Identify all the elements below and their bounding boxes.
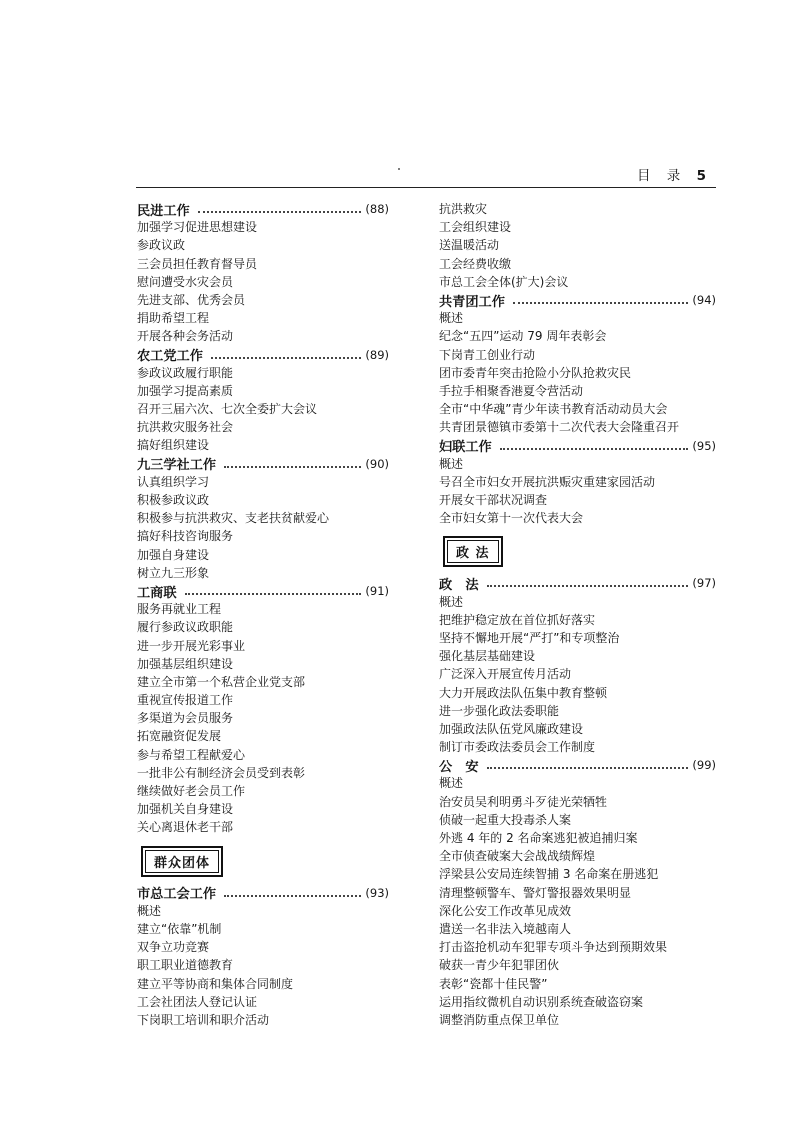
- toc-entry[interactable]: 概述: [439, 456, 464, 471]
- toc-entry[interactable]: 坚持不懈地开展“严打”和专项整治: [439, 630, 620, 645]
- section-title: 工商联: [137, 585, 177, 601]
- toc-section-heading[interactable]: [137, 582, 389, 600]
- toc-entry[interactable]: 纪念“五四”运动 79 周年表彰会: [439, 329, 607, 344]
- toc-entry[interactable]: 继续做好老会员工作: [137, 784, 246, 798]
- dot-leader: [487, 767, 689, 769]
- toc-entry[interactable]: 先进支部、优秀会员: [137, 292, 246, 307]
- dot-leader: [198, 211, 362, 213]
- page-header: [136, 163, 716, 188]
- section-page-number: (90): [365, 456, 389, 471]
- section-title: 市总工会工作: [137, 887, 217, 903]
- toc-entry[interactable]: 概述: [439, 594, 464, 609]
- category-box: [137, 837, 389, 884]
- toc-entry[interactable]: 一批非公有制经济会员受到表彰: [137, 765, 306, 780]
- toc-entry[interactable]: 履行参政议政职能: [137, 620, 234, 635]
- toc-entry[interactable]: 外逃 4 年的 2 名命案逃犯被追捕归案: [439, 831, 638, 845]
- toc-right-column: [439, 200, 716, 1029]
- dot-leader: [224, 466, 361, 468]
- toc-entry[interactable]: 概述: [137, 903, 162, 918]
- toc-entry[interactable]: 职工职业道德教育: [137, 958, 234, 973]
- section-page-number: (88): [365, 202, 389, 217]
- toc-entry[interactable]: 全市妇女第十一次代表大会: [439, 511, 584, 526]
- toc-entry[interactable]: 参与希望工程献爱心: [137, 747, 246, 762]
- dot-leader: [185, 593, 362, 595]
- toc-entry[interactable]: 工会社团法人登记认证: [137, 994, 258, 1009]
- section-page-number: (99): [692, 758, 716, 773]
- toc-entry[interactable]: 服务再就业工程: [137, 602, 222, 617]
- toc-entry[interactable]: 市总工会全体(扩大)会议: [439, 274, 569, 289]
- toc-entry[interactable]: 破获一青少年犯罪团伙: [439, 958, 560, 973]
- section-title: 共青团工作: [439, 294, 505, 310]
- toc-entry[interactable]: 深化公安工作改革见成效: [439, 903, 572, 918]
- toc-entry[interactable]: 送温暖活动: [439, 238, 500, 253]
- category-frame: [141, 846, 223, 877]
- toc-entry[interactable]: 号召全市妇女开展抗洪赈灾重建家园活动: [439, 474, 656, 489]
- toc-entry[interactable]: 参政议政履行职能: [137, 365, 234, 380]
- toc-entry[interactable]: 捐助希望工程: [137, 311, 210, 326]
- toc-section-heading[interactable]: [137, 346, 389, 364]
- toc-section-heading[interactable]: [439, 436, 716, 454]
- toc-entry[interactable]: 强化基层基础建设: [439, 649, 536, 664]
- toc-entry[interactable]: 工会组织建设: [439, 220, 512, 235]
- section-page-number: (95): [692, 438, 716, 453]
- dot-leader: [500, 448, 689, 450]
- toc-section-heading[interactable]: [439, 574, 716, 592]
- section-page-number: (94): [692, 293, 716, 308]
- toc-entry[interactable]: 共青团景德镇市委第十二次代表大会隆重召开: [439, 420, 680, 435]
- toc-entry[interactable]: 加强基层组织建设: [137, 656, 234, 671]
- toc-entry[interactable]: 建立平等协商和集体合同制度: [137, 976, 294, 991]
- toc-entry[interactable]: 认真组织学习: [137, 474, 210, 489]
- toc-entry[interactable]: 把维护稳定放在首位抓好落实: [439, 612, 596, 627]
- toc-entry[interactable]: 参政议政: [137, 238, 186, 253]
- category-label: 群众团体: [145, 850, 219, 873]
- dot-leader: [513, 302, 688, 304]
- toc-entry[interactable]: 清理整顿警车、警灯警报器效果明显: [439, 885, 632, 900]
- header-label: 目 录: [637, 168, 687, 184]
- toc-entry[interactable]: 加强自身建设: [137, 547, 210, 562]
- toc-entry[interactable]: 关心离退休老干部: [137, 820, 234, 835]
- toc-entry[interactable]: 遣送一名非法入境越南人: [439, 921, 572, 936]
- toc-entry[interactable]: 进一步强化政法委职能: [439, 703, 560, 718]
- toc-entry[interactable]: 全市“中华魂”青少年读书教育活动动员大会: [439, 402, 668, 417]
- toc-section-heading[interactable]: [137, 884, 389, 902]
- toc-entry[interactable]: 大力开展政法队伍集中教育整顿: [439, 685, 608, 700]
- toc-entry[interactable]: 团市委青年突击抢险小分队抢救灾民: [439, 365, 632, 380]
- toc-entry[interactable]: 树立九三形象: [137, 565, 210, 580]
- toc-entry[interactable]: 运用指纹微机自动识别系统查破盗窃案: [439, 994, 644, 1009]
- toc-left-column: [137, 200, 389, 1029]
- toc-entry[interactable]: 慰问遭受水灾会员: [137, 274, 234, 289]
- section-page-number: (97): [692, 576, 716, 591]
- toc-entry[interactable]: 治安员吴利明勇斗歹徒光荣牺牲: [439, 794, 608, 809]
- toc-entry[interactable]: 多渠道为会员服务: [137, 711, 234, 726]
- toc-entry[interactable]: 加强学习促进思想建设: [137, 220, 258, 235]
- toc-entry[interactable]: 概述: [439, 311, 464, 326]
- toc-section-heading[interactable]: [137, 200, 389, 218]
- toc-entry[interactable]: 浮梁县公安局连续智捕 3 名命案在册逃犯: [439, 867, 659, 882]
- toc-entry[interactable]: 拓宽融资促发展: [137, 729, 222, 744]
- section-title: 九三学社工作: [137, 458, 217, 474]
- toc-entry[interactable]: 广泛深入开展宣传月活动: [439, 667, 572, 682]
- category-frame: [443, 536, 503, 567]
- toc-entry[interactable]: 双争立功竞赛: [137, 940, 210, 955]
- toc-entry[interactable]: 调整消防重点保卫单位: [439, 1012, 560, 1027]
- header-text: [637, 164, 706, 184]
- toc-entry[interactable]: 召开三届六次、七次全委扩大会议: [137, 402, 318, 417]
- toc-entry[interactable]: 抗洪救灾服务社会: [137, 420, 234, 435]
- toc-entry[interactable]: 进一步开展光彩事业: [137, 638, 246, 653]
- category-label: 政 法: [447, 540, 499, 563]
- section-title: 公 安: [439, 759, 479, 775]
- toc-entry[interactable]: 开展各种会务活动: [137, 329, 234, 344]
- toc-entry[interactable]: 抗洪救灾: [439, 202, 488, 216]
- toc-entry[interactable]: 加强学习提高素质: [137, 383, 234, 398]
- toc-entry[interactable]: 积极参政议政: [137, 493, 210, 507]
- toc-entry[interactable]: 搞好组织建设: [137, 438, 210, 453]
- toc-entry[interactable]: 三会员担任教育督导员: [137, 256, 258, 271]
- dot-leader: [211, 357, 361, 359]
- toc-entry[interactable]: 开展女干部状况调查: [439, 493, 548, 507]
- toc-entry[interactable]: 打击盗抢机动车犯罪专项斗争达到预期效果: [439, 940, 668, 955]
- section-page-number: (91): [365, 584, 389, 599]
- toc-section-heading[interactable]: [439, 756, 716, 774]
- section-title: 民进工作: [137, 203, 190, 219]
- toc-entry[interactable]: 积极参与抗洪救灾、支老扶贫献爱心: [137, 511, 330, 526]
- section-page-number: (93): [365, 885, 389, 900]
- toc-section-heading[interactable]: [137, 455, 389, 473]
- toc-entry[interactable]: 搞好科技咨询服务: [137, 529, 234, 544]
- toc-entry[interactable]: 建立全市第一个私营企业党支部: [137, 674, 306, 689]
- dot-leader: [487, 585, 689, 587]
- section-title: 妇联工作: [439, 440, 492, 456]
- section-title: 政 法: [439, 577, 479, 593]
- toc-entry[interactable]: 表彰“瓷都十佳民警”: [439, 976, 548, 991]
- toc-entry[interactable]: 下岗职工培训和职介活动: [137, 1012, 270, 1027]
- toc-entry[interactable]: 概述: [439, 776, 464, 791]
- toc-entry[interactable]: 工会经费收缴: [439, 256, 512, 271]
- toc-entry[interactable]: 加强机关自身建设: [137, 802, 234, 817]
- toc-section-heading[interactable]: [439, 291, 716, 309]
- dot-leader: [224, 895, 361, 897]
- toc-entry[interactable]: 制订市委政法委员会工作制度: [439, 740, 596, 755]
- category-box: [439, 527, 716, 574]
- toc-entry[interactable]: 重视宣传报道工作: [137, 693, 234, 708]
- toc-entry[interactable]: 加强政法队伍党风廉政建设: [439, 721, 584, 736]
- toc-entry[interactable]: 全市侦查破案大会战战绩辉煌: [439, 849, 596, 864]
- toc-entry[interactable]: 下岗青工创业行动: [439, 347, 536, 362]
- toc-entry[interactable]: 侦破一起重大投毒杀人案: [439, 812, 572, 827]
- page-number: 5: [696, 168, 706, 184]
- toc-entry[interactable]: 建立“依靠”机制: [137, 921, 222, 936]
- section-page-number: (89): [365, 347, 389, 362]
- section-title: 农工党工作: [137, 349, 203, 365]
- toc-entry[interactable]: 手拉手相聚香港夏令营活动: [439, 383, 584, 398]
